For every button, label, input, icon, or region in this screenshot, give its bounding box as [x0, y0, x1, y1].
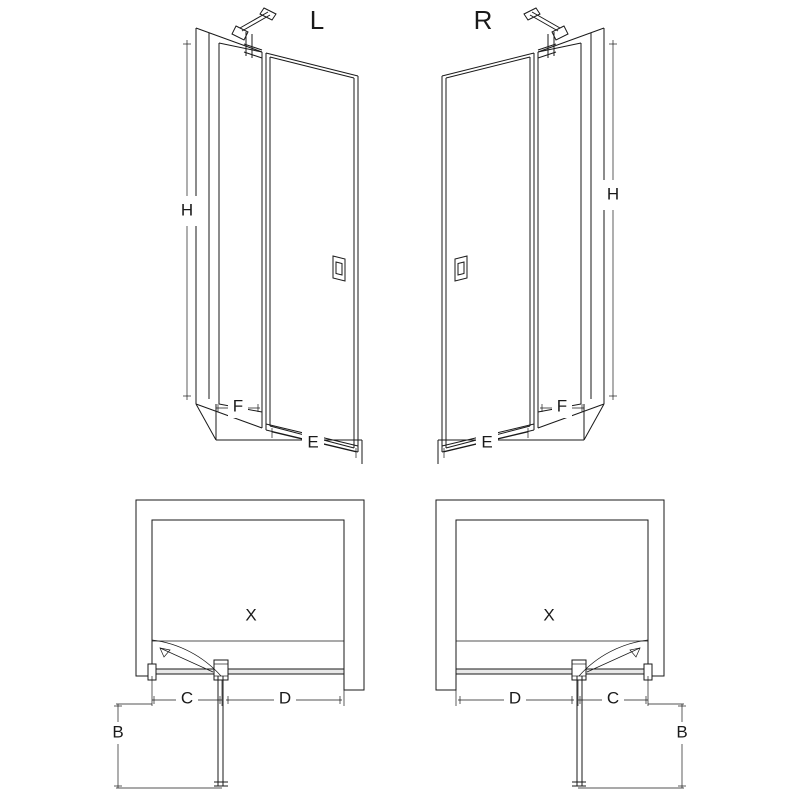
elevation-left-title: L	[309, 4, 325, 35]
plan-left-view	[107, 500, 364, 788]
elevation-right-view	[438, 5, 624, 464]
elevation-left-view	[176, 5, 362, 464]
elevation-left-height-label: H	[180, 200, 194, 220]
plan-right-door-label: D	[508, 688, 522, 708]
elevation-right-door-label: E	[481, 432, 493, 452]
plan-left-door-label: D	[278, 688, 292, 708]
plan-left-fixed-label: C	[180, 688, 194, 708]
elevation-left-fixed-label: F	[232, 396, 244, 416]
plan-right-depth-label: B	[676, 722, 688, 742]
plan-right-opening-label: X	[543, 605, 555, 625]
plan-left-depth-label: B	[112, 722, 124, 742]
plan-right-fixed-label: C	[606, 688, 620, 708]
elevation-left-door-label: E	[307, 432, 319, 452]
plan-right-view	[436, 500, 693, 788]
elevation-right-height-label: H	[606, 184, 620, 204]
elevation-right-fixed-label: F	[556, 396, 568, 416]
plan-left-opening-label: X	[245, 605, 257, 625]
elevation-right-title: R	[473, 4, 493, 35]
